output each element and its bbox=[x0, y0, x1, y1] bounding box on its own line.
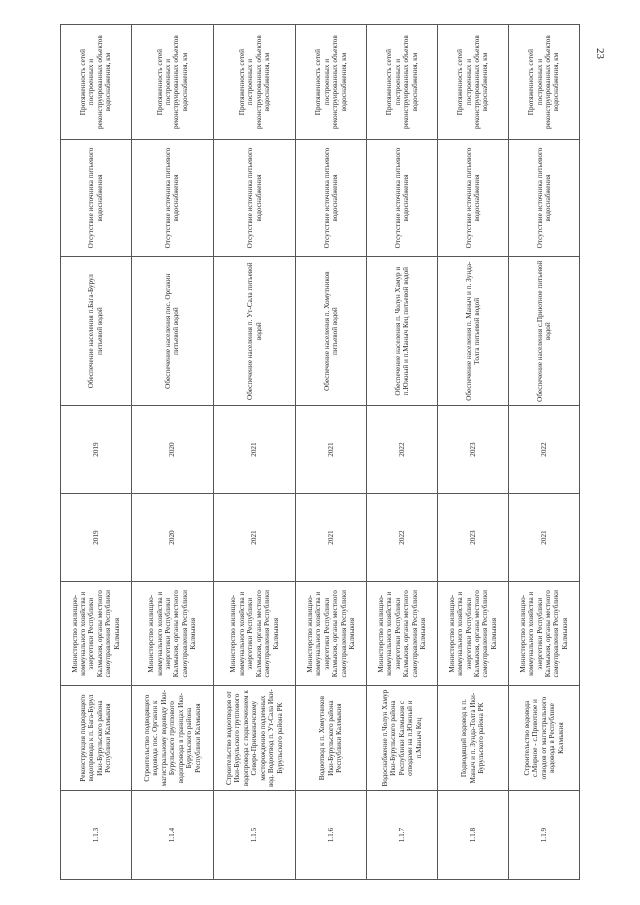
cell-executor: Министерство жилищно-коммунального хозяйства и энергетики Республики Калмыкия, органы местного самоуправления Республики Калмыкия bbox=[367, 582, 438, 686]
cell-name: Водоснабжение п.Чолун Хамур Ики-Бурульского района Республики Калмыкия с отводами на п.Южный и п.Маныч Кец bbox=[367, 686, 438, 791]
cell-start: 2022 bbox=[367, 493, 438, 582]
cell-indicator: Протяженность сетей построенных и реконструированных объектов водоснабжения, км bbox=[296, 25, 367, 140]
cell-name: Строительство водовода с.Мирное - с.Приютное и отводов от магистрального водовода в Республике Калмыкия bbox=[508, 686, 579, 791]
cell-goal: Обеспечение населения пос. Оргакин питьевой водой bbox=[131, 256, 213, 406]
cell-indicator: Протяженность сетей построенных и реконструированных объектов водоснабжения, км bbox=[438, 25, 509, 140]
table-row bbox=[367, 25, 438, 880]
cell-num: 1.1.9 bbox=[508, 791, 579, 880]
cell-name: Реконструкция подводящего водопровода к п. Бага-Бурул Ики-Бурульского района Республики Калмыкия bbox=[61, 686, 132, 791]
cell-executor: Министерство жилищно-коммунального хозяйства и энергетики Республики Калмыкия, органы местного самоуправления Республики Калмыкия bbox=[131, 582, 213, 686]
cell-start: 2021 bbox=[214, 493, 296, 582]
cell-indicator: Протяженность сетей построенных и реконструированных объектов водоснабжения, км bbox=[214, 25, 296, 140]
cell-reason: Отсутствие источника питьевого водоснабжения bbox=[131, 140, 213, 257]
cell-reason: Отсутствие источника питьевого водоснабжения bbox=[438, 140, 509, 257]
cell-end: 2019 bbox=[61, 406, 132, 493]
table-row bbox=[508, 25, 579, 880]
cell-reason: Отсутствие источника питьевого водоснабжения bbox=[61, 140, 132, 257]
cell-end: 2021 bbox=[296, 406, 367, 493]
cell-goal: Обеспечение населения п. Ут-Сала питьевой водой bbox=[214, 256, 296, 406]
cell-indicator: Протяженность сетей построенных и реконструированных объектов водоснабжения, км bbox=[131, 25, 213, 140]
cell-reason: Отсутствие источника питьевого водоснабжения bbox=[508, 140, 579, 257]
cell-end: 2023 bbox=[438, 406, 509, 493]
cell-name: Подводящий водовод к п. Маныч и п. Зунда-Толга Ики-Бурульского района РК bbox=[438, 686, 509, 791]
cell-name: Водоотвод к п. Хомутников Ики-Бурульского района Республики Калмыкия bbox=[296, 686, 367, 791]
cell-end: 2022 bbox=[508, 406, 579, 493]
cell-name: Строительство подводящего водовода пос. Оргакин к магистральному водоводу Ики-Бурульского группового водопровода в границах Ики-Бурульского района Республики Калмыкия bbox=[131, 686, 213, 791]
cell-reason: Отсутствие источника питьевого водоснабжения bbox=[296, 140, 367, 257]
cell-end: 2021 bbox=[214, 406, 296, 493]
cell-num: 1.1.7 bbox=[367, 791, 438, 880]
cell-executor: Министерство жилищно-коммунального хозяйства и энергетики Республики Калмыкия, органы местного самоуправления Республики Калмыкия bbox=[296, 582, 367, 686]
measures-table bbox=[60, 24, 580, 880]
cell-indicator: Протяженность сетей построенных и реконструированных объектов водоснабжения, км bbox=[61, 25, 132, 140]
table-row bbox=[214, 25, 296, 880]
cell-num: 1.1.8 bbox=[438, 791, 509, 880]
cell-num: 1.1.3 bbox=[61, 791, 132, 880]
cell-goal: Обеспечение населения п. Чолун Хамур и п.Южный и п.Маныч Кец питьевой водой bbox=[367, 256, 438, 406]
cell-start: 2021 bbox=[296, 493, 367, 582]
rotated-table-container bbox=[60, 24, 580, 880]
cell-reason: Отсутствие источника питьевого водоснабжения bbox=[367, 140, 438, 257]
cell-start: 2023 bbox=[438, 493, 509, 582]
table-row bbox=[296, 25, 367, 880]
table-row bbox=[438, 25, 509, 880]
cell-executor: Министерство жилищно-коммунального хозяйства и энергетики Республики Калмыкия, органы местного самоуправления Республики Калмыкия bbox=[508, 582, 579, 686]
table-row bbox=[131, 25, 213, 880]
cell-executor: Министерство жилищно-коммунального хозяйства и энергетики Республики Калмыкия, органы местного самоуправления Республики Калмыкия bbox=[61, 582, 132, 686]
page-number: 23 bbox=[594, 48, 606, 59]
cell-num: 1.1.4 bbox=[131, 791, 213, 880]
cell-indicator: Протяженность сетей построенных и реконструированных объектов водоснабжения, км bbox=[367, 25, 438, 140]
cell-start: 2021 bbox=[508, 493, 579, 582]
cell-goal: Обеспечение населения п. Хомутников питьевой водой bbox=[296, 256, 367, 406]
cell-start: 2020 bbox=[131, 493, 213, 582]
cell-num: 1.1.6 bbox=[296, 791, 367, 880]
cell-end: 2020 bbox=[131, 406, 213, 493]
cell-name: Строительство водоотводов от Ики-Бурульского группового водопровода с подключением к Северо-Приманычскому месторождению подземных вод. Водоотвод п. Ут-Сала Ики-Бурульского района РК bbox=[214, 686, 296, 791]
cell-end: 2022 bbox=[367, 406, 438, 493]
cell-executor: Министерство жилищно-коммунального хозяйства и энергетики Республики Калмыкия, органы местного самоуправления Республики Калмыкия bbox=[214, 582, 296, 686]
cell-goal: Обеспечение населения с.Приютное питьевой водой bbox=[508, 256, 579, 406]
cell-start: 2019 bbox=[61, 493, 132, 582]
cell-reason: Отсутствие источника питьевого водоснабжения bbox=[214, 140, 296, 257]
cell-executor: Министерство жилищно-коммунального хозяйства и энергетики Республики Калмыкия, органы местного самоуправления Республики Калмыкия bbox=[438, 582, 509, 686]
table-row bbox=[61, 25, 132, 880]
cell-num: 1.1.5 bbox=[214, 791, 296, 880]
cell-goal: Обеспечение населения п. Маныч и п. Зунда-Толга питьевой водой bbox=[438, 256, 509, 406]
cell-indicator: Протяженность сетей построенных и реконструированных объектов водоснабжения, км bbox=[508, 25, 579, 140]
cell-goal: Обеспечение населения п.Бага-Бурул питьевой водой bbox=[61, 256, 132, 406]
